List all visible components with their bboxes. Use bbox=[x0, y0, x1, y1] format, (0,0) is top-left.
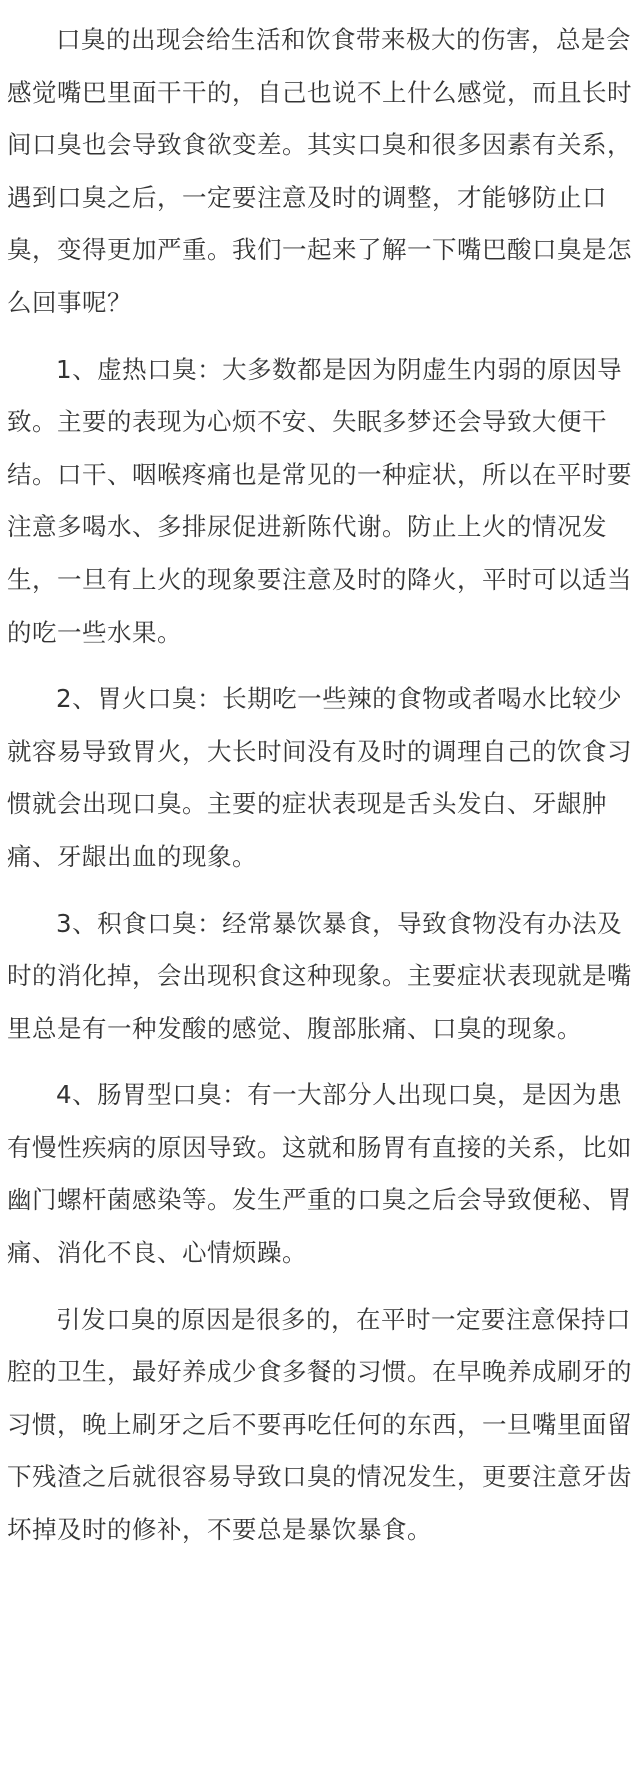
cause-paragraph-2-stomach-fire: 2、胃火口臭：长期吃一些辣的食物或者喝水比较少就容易导致胃火，大长时间没有及时的调理自己的饮食习惯就会出现口臭。主要的症状表现是舌头发白、牙龈肿痛、牙龈出血的现象。 bbox=[7, 684, 632, 871]
cause-paragraph-3-food-retention: 3、积食口臭：经常暴饮暴食，导致食物没有办法及时的消化掉，会出现积食这种现象。主要症状表现就是嘴里总是有一种发酸的感觉、腹部胀痛、口臭的现象。 bbox=[7, 908, 632, 1043]
conclusion-paragraph: 引发口臭的原因是很多的，在平时一定要注意保持口腔的卫生，最好养成少食多餐的习惯。在早晚养成刷牙的习惯，晚上刷牙之后不要再吃任何的东西，一旦嘴里面留下残渣之后就很容易导致口臭的情况发生，更要注意牙齿坏掉及时的修补，不要总是暴饮暴食。 bbox=[7, 1304, 632, 1545]
cause-paragraph-1-deficiency-heat: 1、虚热口臭：大多数都是因为阴虚生内弱的原因导致。主要的表现为心烦不安、失眠多梦还会导致大便干结。口干、咽喉疼痛也是常见的一种症状，所以在平时要注意多喝水、多排尿促进新陈代谢。防止上火的情况发生，一旦有上火的现象要注意及时的降火，平时可以适当的吃一些水果。 bbox=[7, 354, 632, 647]
intro-paragraph: 口臭的出现会给生活和饮食带来极大的伤害，总是会感觉嘴巴里面干干的，自己也说不上什么感觉，而且长时间口臭也会导致食欲变差。其实口臭和很多因素有关系，遇到口臭之后，一定要注意及时的调整，才能够防止口臭，变得更加严重。我们一起来了解一下嘴巴酸口臭是怎么回事呢？ bbox=[7, 25, 632, 317]
cause-paragraph-4-gastrointestinal: 4、肠胃型口臭：有一大部分人出现口臭，是因为患有慢性疾病的原因导致。这就和肠胃有直接的关系，比如幽门螺杆菌感染等。发生严重的口臭之后会导致便秘、胃痛、消化不良、心情烦躁。 bbox=[7, 1080, 632, 1268]
